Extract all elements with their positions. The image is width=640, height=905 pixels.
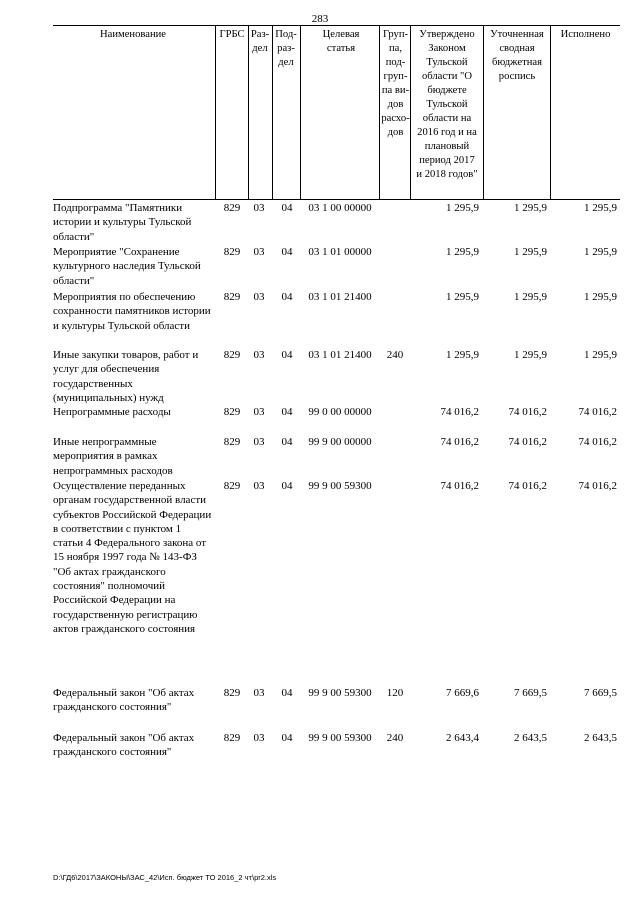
row-podrazdel: 04	[281, 406, 293, 418]
row-executed: 74 016,2	[578, 406, 617, 418]
header-podrazdel: Под- раз- дел	[275, 29, 297, 68]
row-executed: 74 016,2	[578, 436, 617, 448]
header-vid: Груп- па, под- груп- па ви- дов расхо- дов	[381, 29, 410, 138]
row-podrazdel: 04	[281, 202, 293, 214]
row-name: Мероприятие "Сохранение культурного наследия Тульской области"	[53, 246, 201, 287]
header-executed: Исполнено	[560, 29, 611, 40]
row-target: 03 1 01 21400	[308, 291, 372, 303]
row-vid: 240	[386, 732, 404, 744]
row-executed: 2 643,5	[584, 732, 617, 744]
row-podrazdel: 04	[281, 349, 293, 361]
row-razdel: 03	[253, 406, 265, 418]
row-target: 99 9 00 59300	[308, 480, 372, 492]
row-target: 03 1 01 21400	[308, 349, 372, 361]
row-podrazdel: 04	[281, 246, 293, 258]
header-grbs: ГРБС	[219, 29, 245, 40]
row-razdel: 03	[253, 291, 265, 303]
row-refined: 74 016,2	[508, 480, 547, 492]
row-vid: 240	[386, 349, 404, 361]
row-razdel: 03	[253, 732, 265, 744]
row-podrazdel: 04	[281, 732, 293, 744]
row-refined: 74 016,2	[508, 406, 547, 418]
row-name: Иные непрограммные мероприятия в рамках непрограммных расходов	[53, 436, 173, 477]
row-razdel: 03	[253, 202, 265, 214]
table-header	[53, 25, 620, 200]
row-target: 99 9 00 59300	[308, 687, 372, 699]
row-razdel: 03	[253, 246, 265, 258]
row-name: Иные закупки товаров, работ и услуг для обеспечения государственных (муниципальных) нужд	[53, 349, 199, 404]
row-vid: 120	[386, 687, 404, 699]
row-podrazdel: 04	[281, 436, 293, 448]
row-name: Подпрограмма "Памятники истории и культуры Тульской области"	[53, 202, 192, 243]
row-approved: 2 643,4	[446, 732, 479, 744]
row-executed: 7 669,5	[584, 687, 617, 699]
row-name: Осуществление переданных органам государственной власти субъектов Российской Федерации в соответствии с пунктом 1 статьи 4 Федерального закона от 15 ноября 1997 года № 143-ФЗ "Об актах гражданского состояния" полномочий Российской Федерации на государственную регистрацию актов гражданского состояния	[53, 480, 212, 635]
row-target: 03 1 00 00000	[308, 202, 372, 214]
header-razdel: Раз- дел	[250, 29, 270, 54]
row-grbs: 829	[223, 480, 241, 492]
row-executed: 1 295,9	[584, 202, 617, 214]
row-name: Федеральный закон "Об актах гражданского состояния"	[53, 732, 195, 759]
row-refined: 1 295,9	[514, 291, 547, 303]
row-approved: 7 669,6	[446, 687, 479, 699]
row-name: Федеральный закон "Об актах гражданского состояния"	[53, 687, 195, 714]
row-name: Мероприятия по обеспечению сохранности памятников истории и культуры Тульской области	[53, 291, 211, 332]
row-grbs: 829	[223, 436, 241, 448]
row-razdel: 03	[253, 480, 265, 492]
row-refined: 2 643,5	[514, 732, 547, 744]
row-grbs: 829	[223, 349, 241, 361]
row-razdel: 03	[253, 436, 265, 448]
row-refined: 1 295,9	[514, 349, 547, 361]
header-approved: Утверждено Законом Тульской области "О бюджете Тульской области на 2016 год и на плановый период 2017 и 2018 годов"	[416, 29, 478, 180]
page-number: 283	[311, 13, 329, 25]
row-grbs: 829	[223, 246, 241, 258]
row-executed: 1 295,9	[584, 291, 617, 303]
row-approved: 74 016,2	[440, 480, 479, 492]
row-podrazdel: 04	[281, 480, 293, 492]
file-path: D:\ГД6\2017\ЗАКОНЫ\ЗАС_42\Исп. бюджет ТО 2016_2 чт\pr2.xls	[53, 873, 277, 882]
row-approved: 1 295,9	[446, 202, 479, 214]
row-target: 03 1 01 00000	[308, 246, 372, 258]
header-target: Целевая статья	[322, 29, 360, 54]
row-target: 99 0 00 00000	[308, 406, 372, 418]
row-executed: 74 016,2	[578, 480, 617, 492]
row-podrazdel: 04	[281, 687, 293, 699]
row-executed: 1 295,9	[584, 246, 617, 258]
row-approved: 1 295,9	[446, 291, 479, 303]
row-podrazdel: 04	[281, 291, 293, 303]
row-approved: 1 295,9	[446, 349, 479, 361]
row-grbs: 829	[223, 687, 241, 699]
row-refined: 7 669,5	[514, 687, 547, 699]
row-target: 99 9 00 00000	[308, 436, 372, 448]
row-approved: 74 016,2	[440, 436, 479, 448]
row-executed: 1 295,9	[584, 349, 617, 361]
row-razdel: 03	[253, 349, 265, 361]
row-name: Непрограммные расходы	[53, 406, 171, 418]
row-grbs: 829	[223, 291, 241, 303]
header-name: Наименование	[100, 29, 166, 40]
row-grbs: 829	[223, 406, 241, 418]
row-approved: 74 016,2	[440, 406, 479, 418]
row-razdel: 03	[253, 687, 265, 699]
row-target: 99 9 00 59300	[308, 732, 372, 744]
row-grbs: 829	[223, 202, 241, 214]
row-refined: 1 295,9	[514, 202, 547, 214]
row-approved: 1 295,9	[446, 246, 479, 258]
row-refined: 1 295,9	[514, 246, 547, 258]
header-refined: Уточненная сводная бюджетная роспись	[490, 29, 544, 82]
row-refined: 74 016,2	[508, 436, 547, 448]
row-grbs: 829	[223, 732, 241, 744]
